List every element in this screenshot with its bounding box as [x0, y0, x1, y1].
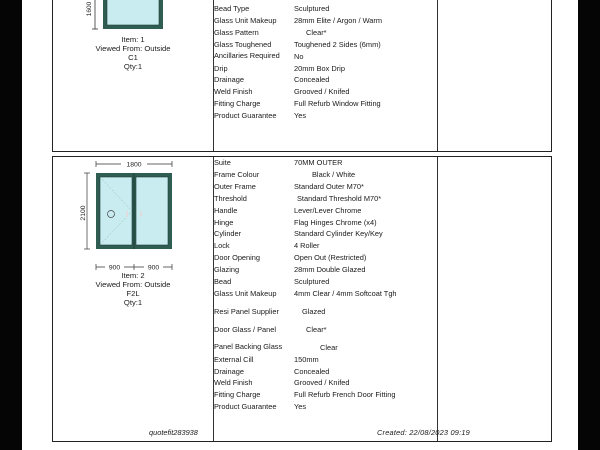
- item2-spec-row: [214, 169, 434, 181]
- item1-spec-value: Sculptured: [294, 4, 330, 13]
- item1-spec-row: [214, 63, 434, 75]
- quote-reference: quotefit283938: [149, 428, 198, 437]
- item2-spec-value: Flag Hinges Chrome (x4): [294, 217, 377, 227]
- item2-spec-value: Glazed: [302, 306, 326, 316]
- item2-spec-row: [214, 324, 434, 336]
- item1-spec-row: [214, 74, 434, 86]
- item2-spec-label: External Cill: [214, 354, 254, 364]
- item2-spec-row: [214, 157, 434, 169]
- item2-spec-row: [214, 228, 434, 240]
- item2-spec-label: Door Opening: [214, 253, 261, 263]
- item2-spec-row: [214, 240, 434, 252]
- item2-spec-value: Standard Outer M70*: [294, 181, 364, 191]
- item-1-height-label: 1600: [86, 1, 93, 17]
- item1-spec-value: Yes: [294, 111, 307, 121]
- item-1-code: C1: [128, 53, 138, 62]
- item1-spec-row: [214, 27, 434, 39]
- item2-spec-value: Yes: [294, 402, 307, 412]
- item-1-divider-right: [437, 0, 438, 151]
- item2-spec-row: [214, 252, 434, 264]
- item2-spec-label: Frame Colour: [214, 169, 260, 179]
- item2-spec-value: 4 Roller: [294, 241, 320, 251]
- item2-spec-row: [214, 264, 434, 276]
- item-1-qty: Qty:1: [123, 62, 143, 71]
- item1-spec-label: Glass Unit Makeup: [214, 15, 277, 25]
- item1-spec-label: Weld Finish: [214, 87, 253, 97]
- item2-spec-row: [214, 401, 434, 413]
- item-2-viewed-from: Viewed From: Outside: [95, 280, 171, 289]
- item2-spec-row: [214, 354, 434, 366]
- item2-spec-row: [214, 276, 434, 288]
- item2-spec-row: [214, 366, 434, 378]
- item-2-card: [52, 156, 552, 442]
- item2-spec-value: Grooved / Knifed: [294, 378, 350, 388]
- item1-spec-value: Concealed: [294, 75, 330, 85]
- left-edge: [0, 0, 22, 450]
- item1-spec-label: Drainage: [214, 75, 244, 85]
- item-2-drawing: [69, 157, 209, 277]
- item-1-viewed-from: Viewed From: Outside: [95, 44, 171, 53]
- item-2-height-label: 2100: [80, 205, 87, 221]
- item2-spec-label: Lock: [214, 241, 230, 251]
- item1-spec-value: Clear*: [306, 27, 327, 37]
- item1-spec-label: Ancillaries Required: [214, 50, 280, 60]
- right-edge: [578, 0, 600, 450]
- item-2-right-width-label: 900: [147, 264, 160, 272]
- item-1-card: [52, 0, 552, 152]
- item2-spec-row: [214, 205, 434, 217]
- item2-spec-value: Clear*: [306, 324, 327, 334]
- item2-spec-row: [214, 377, 434, 389]
- item-1-spec-list: [214, 3, 434, 122]
- item2-spec-value: Black / White: [312, 169, 356, 179]
- item2-spec-label: Cylinder: [214, 229, 242, 239]
- item-2-left-width-label: 900: [108, 264, 121, 272]
- item-2-divider-right: [437, 157, 438, 441]
- item2-spec-row: [214, 193, 434, 205]
- item-2-width-label: 1800: [126, 161, 142, 169]
- item1-spec-row: [214, 15, 434, 27]
- item1-spec-value: Toughened 2 Sides (6mm): [294, 39, 381, 49]
- item2-spec-row: [214, 306, 434, 318]
- item2-spec-value: Concealed: [294, 366, 330, 376]
- item2-spec-row: [214, 389, 434, 401]
- item-2-number: Item: 2: [121, 271, 145, 280]
- item1-spec-value: Grooved / Knifed: [294, 87, 350, 97]
- item1-spec-value: Full Refurb Window Fitting: [294, 99, 381, 109]
- item2-spec-value: 4mm Clear / 4mm Softcoat Tgh: [294, 288, 397, 298]
- item2-spec-value: 70MM OUTER: [294, 158, 343, 167]
- item2-spec-label: Outer Frame: [214, 181, 256, 191]
- item1-spec-value: 20mm Box Drip: [294, 63, 345, 73]
- item2-spec-value: 28mm Double Glazed: [294, 265, 366, 275]
- item1-spec-label: Product Guarantee: [214, 111, 277, 121]
- item1-spec-value: No: [294, 51, 304, 61]
- item2-spec-value: Full Refurb French Door Fitting: [294, 390, 396, 400]
- item1-spec-label: Fitting Charge: [214, 99, 261, 109]
- item2-spec-label: Handle: [214, 205, 238, 215]
- item2-spec-value: 150mm: [294, 354, 319, 364]
- item1-spec-value: 28mm Elite / Argon / Warm: [294, 15, 383, 25]
- item1-spec-row: [214, 110, 434, 122]
- item2-spec-row: [214, 288, 434, 300]
- item2-spec-label: Glazing: [214, 265, 240, 275]
- item2-spec-value: Lever/Lever Chrome: [294, 205, 362, 215]
- item2-spec-value: Open Out (Restricted): [294, 253, 367, 263]
- item2-spec-value: Standard Threshold M70*: [297, 193, 382, 203]
- item2-spec-label: Door Glass / Panel: [214, 324, 277, 334]
- item2-spec-label: Weld Finish: [214, 378, 253, 388]
- item2-spec-label: Bead: [214, 277, 232, 287]
- item1-spec-row: [214, 3, 434, 15]
- item1-spec-row: [214, 86, 434, 98]
- item2-spec-row: [214, 217, 434, 229]
- item2-spec-label: Fitting Charge: [214, 390, 261, 400]
- item-1-number: Item: 1: [121, 35, 145, 44]
- item1-spec-row: [214, 39, 434, 51]
- item-2-qty: Qty:1: [123, 298, 143, 307]
- item2-spec-label: Glass Unit Makeup: [214, 288, 277, 298]
- created-timestamp: Created: 22/08/2023 09:19: [377, 428, 470, 437]
- item-2-code: F2L: [126, 289, 140, 298]
- item-2-spec-list: [214, 157, 434, 413]
- item1-spec-label: Drip: [214, 63, 228, 73]
- item2-spec-value: Clear: [320, 342, 338, 352]
- item2-spec-row: [214, 181, 434, 193]
- item1-spec-row: [214, 51, 434, 63]
- item2-spec-label: Suite: [214, 158, 231, 167]
- item2-spec-label: Product Guarantee: [214, 402, 277, 412]
- item2-spec-value: Sculptured: [294, 277, 330, 287]
- item2-spec-value: Standard Cylinder Key/Key: [294, 229, 383, 239]
- item1-spec-row: [214, 98, 434, 110]
- item1-spec-label: Bead Type: [214, 4, 250, 13]
- item2-spec-label: Resi Panel Supplier: [214, 306, 279, 316]
- item1-spec-label: Glass Toughened: [214, 39, 272, 49]
- item2-spec-row: [214, 342, 434, 354]
- item1-spec-label: Glass Pattern: [214, 27, 259, 37]
- item2-spec-label: Drainage: [214, 366, 244, 376]
- item2-spec-label: Panel Backing Glass: [214, 341, 283, 351]
- item2-spec-label: Hinge: [214, 217, 234, 227]
- item2-spec-label: Threshold: [214, 193, 247, 203]
- item-1-glass: [107, 0, 159, 25]
